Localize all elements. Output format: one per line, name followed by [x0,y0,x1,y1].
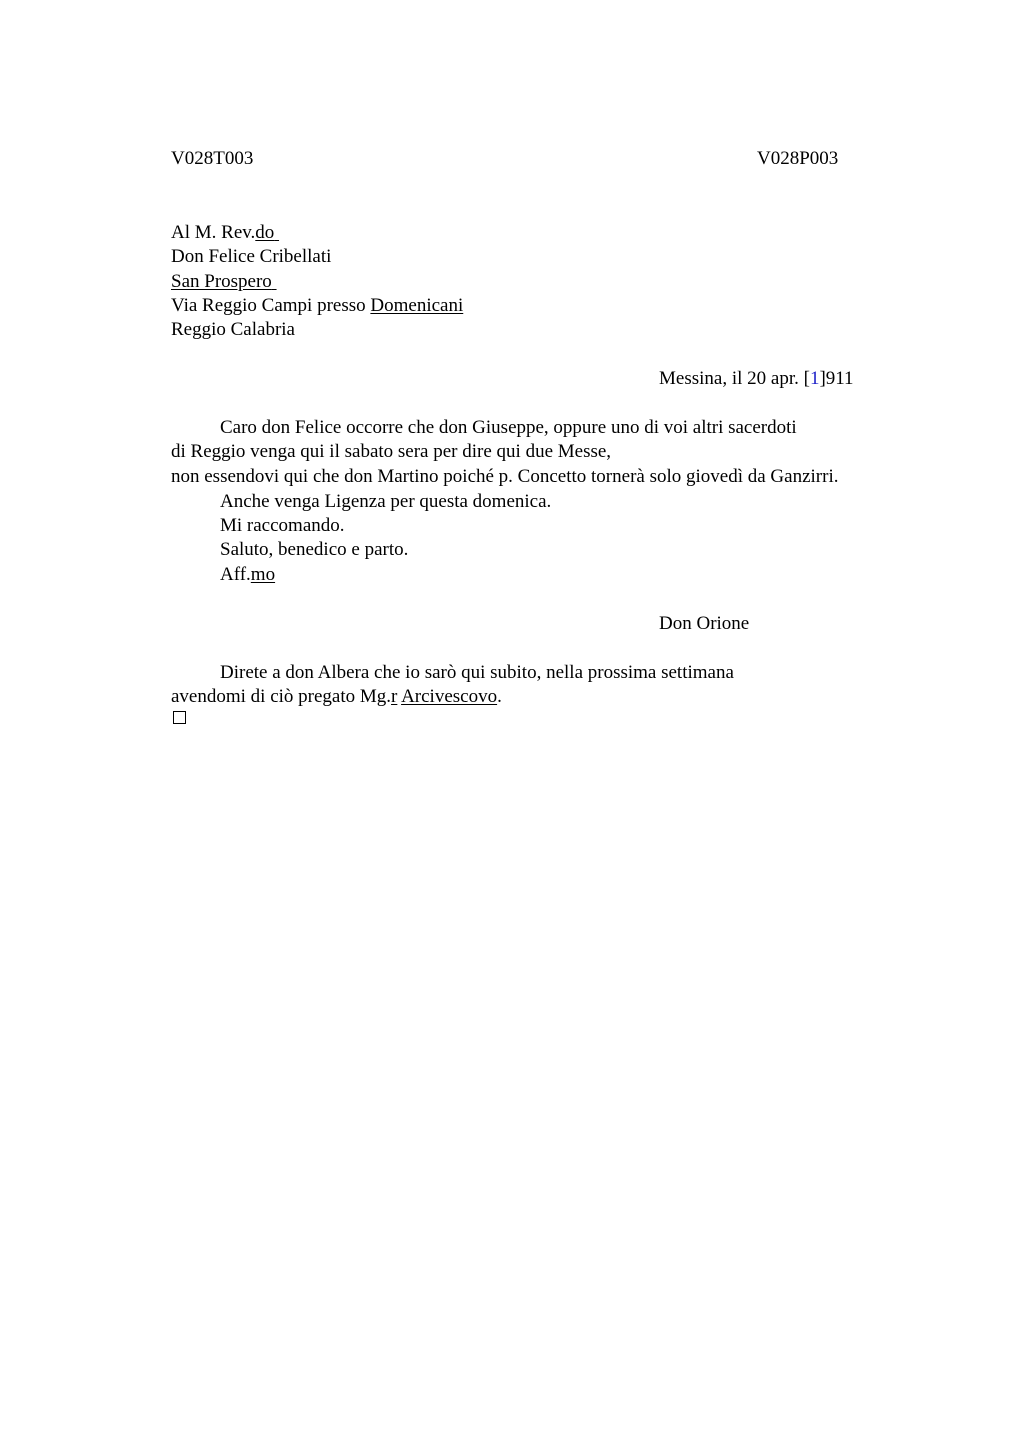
address-street: Via Reggio Campi presso [171,295,371,316]
body-line-4: Anche venga Ligenza per questa domenica. [220,491,552,512]
date-prefix: Messina, il 20 apr. [ [659,368,810,389]
body-line-5: Mi raccomando. [220,515,345,536]
closing-abbrev: mo [250,564,276,585]
date-line [659,367,854,391]
address-place: San Prospero [171,271,272,292]
address-prefix: Al M. Rev. [171,222,256,243]
postscript-abbrev: r [391,686,398,707]
left-code: V028T003 [171,148,254,169]
postscript-line-2 [171,685,502,709]
postscript-prefix: avendomi di ciò pregato Mg. [171,686,392,707]
address-line-3 [171,270,277,294]
body-line-6: Saluto, benedico e parto. [220,539,409,560]
empty-box-icon [173,711,186,724]
body-line-1: Caro don Felice occorre che don Giuseppe, oppure uno di voi altri sacerdoti [220,417,797,438]
body-line-2: di Reggio venga qui il sabato sera per dire qui due Messe, [171,441,612,462]
date-digit: 1 [809,368,820,389]
postscript-line-1: Direte a don Albera che io sarò qui subito, nella prossima settimana [220,662,734,683]
address-underlined: Domenicani [370,295,464,316]
underline-space [274,222,279,243]
right-code: V028P003 [757,148,839,169]
address-line-5: Reggio Calabria [171,319,295,340]
address-line-4 [171,294,463,318]
address-line-2: Don Felice Cribellati [171,246,332,267]
signature: Don Orione [659,613,750,634]
postscript-underlined: Arcivescovo [401,686,498,707]
underline-space [272,271,277,292]
closing-line [220,563,275,587]
date-suffix: ]911 [819,368,854,389]
address-abbrev: do [255,222,275,243]
address-line-1 [171,221,279,245]
postscript-suffix: . [497,686,502,707]
closing-prefix: Aff. [220,564,251,585]
body-line-3: non essendovi qui che don Martino poiché p. Concetto tornerà solo giovedì da Ganzirri. [171,466,839,487]
